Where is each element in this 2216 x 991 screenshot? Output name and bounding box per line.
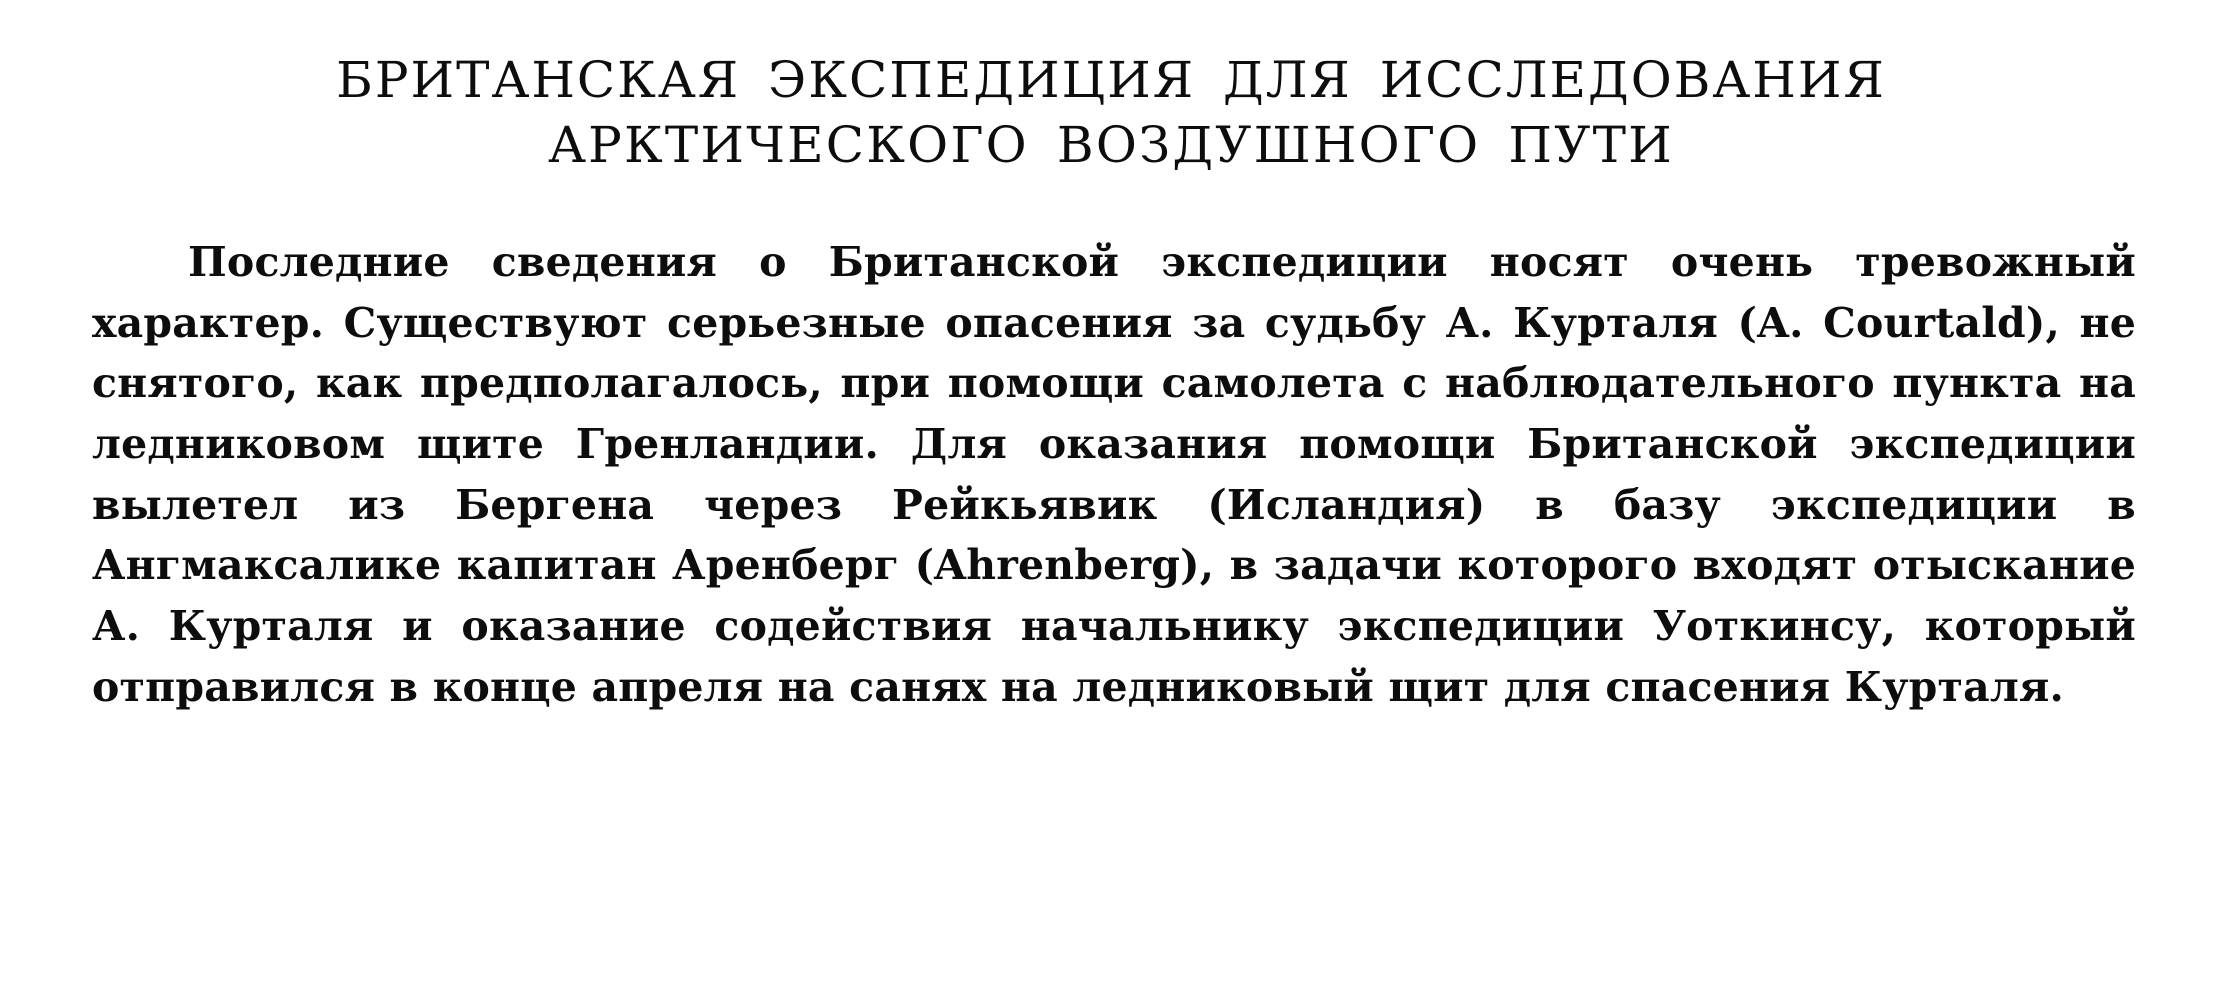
article [80,48,2142,717]
page-title-line-1: БРИТАНСКАЯ ЭКСПЕДИЦИЯ ДЛЯ ИССЛЕДОВАНИЯ [336,51,1886,109]
body-paragraph: Последние сведения о Британской экспедиции носят очень тревожный характер. Существуют серьезные опасения за судьбу А. Курталя (A. Courtald), не снятого, как предполагалось, при помощи самолета с наблюдательного пункта на ледниковом щите Гренландии. Для оказания помощи Британской экспедиции вылетел из Бергена через Рейкьявик (Исландия) в базу экспедиции в Ангмаксалике капитан Аренберг (Ahrenberg), в задачи которого входят отыскание А. Курталя и оказание содействия начальнику экспедиции Уоткинсу, который отправился в конце апреля на санях на ледниковый щит для спасения Курталя. [92,238,2136,711]
page-title-line-2: АРКТИЧЕСКОГО ВОЗДУШНОГО ПУТИ [548,116,1674,174]
page-title [321,48,1901,178]
article-body [80,232,2142,717]
